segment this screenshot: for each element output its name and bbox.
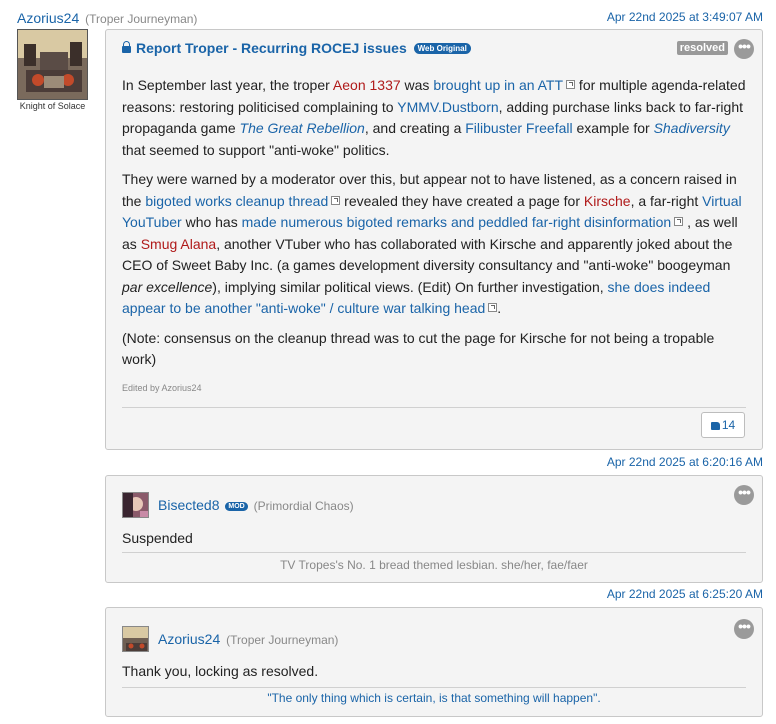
post-author-rank: (Troper Journeyman) (226, 633, 339, 647)
avatar-caption: Knight of Solace (19, 101, 86, 111)
thumbs-up-icon (711, 422, 720, 430)
att-link-text: brought up in an ATT (433, 77, 564, 93)
post-author-link[interactable]: Azorius24 (158, 631, 221, 647)
more-options-icon[interactable]: ••• (734, 619, 754, 639)
text: example for (572, 120, 654, 136)
external-link-icon (566, 80, 575, 89)
avatar[interactable] (17, 29, 88, 100)
text: , a far-right (630, 192, 703, 209)
post-body: Thank you, locking as resolved. (122, 663, 319, 679)
post-timestamp[interactable]: Apr 22nd 2025 at 3:49:07 AM (606, 10, 763, 24)
like-count: 14 (721, 418, 736, 432)
divider (122, 552, 746, 553)
text: ), implying similar political views. (Edit) On further investigation, (212, 278, 608, 295)
ymmv-dustborn-link[interactable]: YMMV.Dustborn (397, 98, 499, 115)
post-paragraph-1 (122, 75, 746, 161)
post-author-link[interactable]: Bisected8 (158, 497, 220, 513)
filibuster-freefall-link[interactable]: Filibuster Freefall (465, 120, 573, 136)
text: for multiple agenda-related reasons: restoring politicised complaining to (122, 77, 746, 115)
text: , another VTuber who has collaborated with Kirsche and apparently joked about the CEO of Sweet Baby Inc. (a games development diversity consultancy and "anti-woke" boogeyman (122, 235, 733, 273)
post-body (122, 75, 746, 379)
post-author-link[interactable]: Azorius24 (17, 10, 80, 26)
web-original-badge[interactable]: Web Original (414, 43, 471, 54)
more-options-icon[interactable]: ••• (734, 39, 754, 59)
avatar-image (18, 30, 88, 100)
text: , as well as (122, 214, 738, 252)
text: They were warned by a moderator over this, but appear not to have listened, as a concern raised in the (122, 171, 737, 209)
text: who has (181, 214, 242, 230)
signature: "The only thing which is certain, is that something will happen". (267, 691, 601, 705)
edited-by-note: Edited by Azorius24 (122, 383, 202, 393)
troper-link-aeon[interactable]: Aeon 1337 (332, 77, 401, 93)
external-link-icon (674, 217, 683, 226)
post-card (105, 475, 763, 583)
more-options-icon[interactable]: ••• (734, 485, 754, 505)
external-link-icon (331, 196, 340, 205)
post-author-rank: (Troper Journeyman) (85, 12, 198, 26)
avatar[interactable] (122, 492, 149, 518)
kirsche-link[interactable]: Kirsche (583, 192, 631, 209)
text: revealed they have created a page for (340, 192, 584, 209)
smug-alana-link[interactable]: Smug Alana (140, 235, 217, 252)
post-timestamp[interactable]: Apr 22nd 2025 at 6:20:16 AM (606, 455, 763, 469)
post-author-header (158, 497, 354, 513)
avatar[interactable] (122, 626, 149, 652)
avatar-image (123, 493, 149, 518)
link-text: she does indeed appear to be another "anti-woke" / culture war talking head (122, 278, 711, 316)
post-author-header (17, 10, 197, 26)
text: . (497, 300, 502, 316)
post-paragraph-3: (Note: consensus on the cleanup thread was to cut the page for Kirsche for not being a tropable work) (122, 329, 715, 367)
text: , and creating a (364, 120, 466, 136)
post-timestamp[interactable]: Apr 22nd 2025 at 6:25:20 AM (606, 587, 763, 601)
thread-title-text: Report Troper - Recurring ROCEJ issues (136, 40, 407, 56)
thread-title[interactable] (122, 40, 471, 56)
text: that seemed to support "anti-woke" politics. (122, 141, 390, 158)
text: , adding purchase links back to far-right propaganda game (122, 98, 744, 136)
att-link[interactable] (433, 77, 575, 93)
virtual-youtuber-link[interactable]: Virtual YouTuber (122, 192, 742, 230)
post-body: Suspended (122, 530, 193, 546)
bigoted-works-thread-link[interactable] (145, 193, 340, 209)
divider (122, 687, 746, 688)
shadiversity-link[interactable]: Shadiversity (653, 120, 730, 136)
external-link-icon (488, 303, 497, 312)
post-author-rank: (Primordial Chaos) (253, 499, 354, 513)
like-button[interactable] (701, 412, 745, 438)
post-paragraph-2 (122, 169, 746, 320)
signature: TV Tropes's No. 1 bread themed lesbian. she/her, fae/faer (280, 558, 588, 572)
text: was (400, 77, 434, 93)
bigoted-remarks-link[interactable] (242, 214, 684, 230)
post-card (105, 29, 763, 450)
post-author-header (158, 631, 338, 647)
post-card (105, 607, 763, 717)
emphasis-text: par excellence (122, 278, 213, 295)
avatar-image (123, 627, 149, 652)
lock-icon (122, 46, 131, 53)
divider (122, 407, 746, 408)
great-rebellion-link[interactable]: The Great Rebellion (239, 120, 365, 136)
link-text: bigoted works cleanup thread (145, 192, 329, 209)
link-text: made numerous bigoted remarks and peddled far-right disinformation (241, 214, 672, 230)
resolved-badge: resolved (677, 41, 728, 55)
text: In September last year, the troper (122, 77, 333, 93)
mod-badge: MOD (225, 502, 247, 511)
